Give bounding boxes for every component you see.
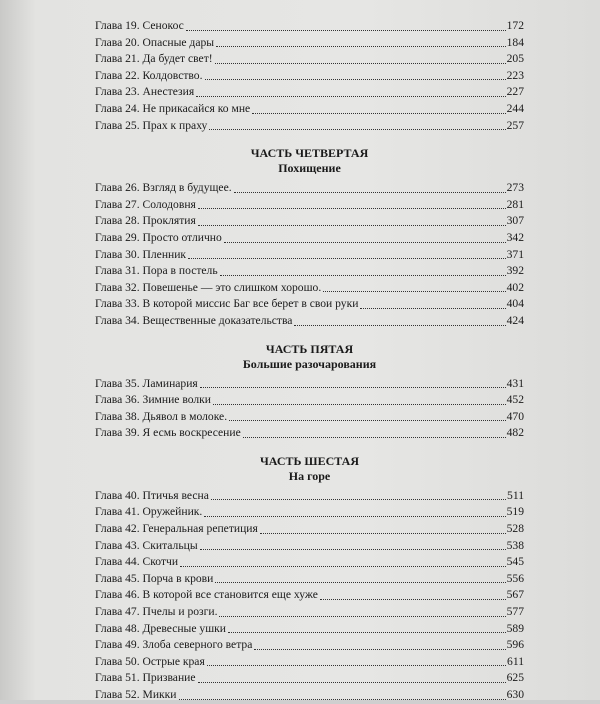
toc-entry	[95, 521, 524, 538]
toc-entry	[95, 68, 524, 85]
toc-entry	[95, 197, 524, 214]
chapter-title: Глава 36. Зимние волки	[95, 393, 211, 407]
page-number: 589	[506, 621, 524, 635]
toc-entry	[95, 313, 524, 330]
chapter-title: Глава 38. Дьявол в молоке.	[95, 409, 228, 423]
page-number: 307	[506, 214, 524, 228]
toc-entry	[95, 504, 524, 521]
dot-leader	[207, 661, 506, 666]
toc-entry	[95, 18, 524, 35]
chapter-title: Глава 32. Повешенье — это слишком хорошо.	[95, 280, 322, 294]
dot-leader	[252, 109, 505, 114]
toc-entry	[95, 84, 524, 101]
part-subheading: На горе	[288, 468, 331, 483]
dot-leader	[215, 578, 505, 583]
toc-entry	[95, 604, 524, 621]
page-number: 257	[506, 118, 524, 132]
dot-leader	[204, 512, 505, 517]
dot-leader	[243, 433, 506, 438]
dot-leader	[294, 321, 505, 326]
dot-leader	[224, 238, 506, 243]
toc-entry	[95, 392, 524, 409]
chapter-title: Глава 39. Я есмь воскресение	[95, 426, 241, 440]
dot-leader	[215, 59, 506, 64]
page-number: 342	[506, 230, 524, 244]
dot-leader	[200, 383, 506, 388]
chapter-title: Глава 27. Солодовня	[95, 197, 196, 211]
toc-entry	[95, 51, 524, 68]
chapter-title: Глава 48. Древесные ушки	[95, 621, 226, 635]
dot-leader	[205, 75, 506, 80]
chapter-title: Глава 31. Пора в постель	[95, 264, 218, 278]
chapter-title: Глава 40. Птичья весна	[95, 488, 209, 502]
toc-entry	[95, 554, 524, 571]
dot-leader	[219, 612, 505, 617]
part-heading: ЧАСТЬ ЧЕТВЕРТАЯ	[250, 146, 369, 161]
chapter-title: Глава 26. Взгляд в будущее.	[95, 181, 232, 195]
chapter-title: Глава 49. Злоба северного ветра	[95, 638, 253, 652]
chapter-title: Глава 28. Проклятия	[95, 214, 196, 228]
chapter-title: Глава 35. Ламинария	[95, 376, 198, 390]
chapter-title: Глава 19. Сенокос	[95, 19, 184, 32]
page-number: 625	[506, 671, 524, 685]
part-heading: ЧАСТЬ ШЕСТАЯ	[259, 453, 360, 468]
dot-leader	[186, 26, 506, 31]
toc-entry	[95, 180, 524, 197]
chapter-title: Глава 47. Пчелы и розги.	[95, 605, 218, 619]
dot-leader	[188, 254, 506, 259]
page-number: 184	[506, 35, 524, 49]
chapter-title: Глава 23. Анестезия	[95, 85, 195, 99]
toc-entry	[95, 670, 524, 687]
dot-leader	[216, 42, 506, 47]
toc-entry	[95, 687, 524, 704]
toc-entry	[95, 263, 524, 280]
page-number: 630	[506, 688, 524, 701]
dot-leader	[323, 287, 505, 292]
toc-entry	[95, 280, 524, 297]
page-number: 281	[506, 197, 524, 211]
toc-entry	[95, 425, 524, 442]
page-number: 452	[506, 393, 524, 407]
chapter-title: Глава 21. Да будет свет!	[95, 52, 213, 66]
toc-entry	[95, 587, 524, 604]
dot-leader	[229, 416, 506, 421]
dot-leader	[211, 495, 506, 500]
page-number: 223	[506, 68, 524, 82]
page-number: 511	[507, 488, 524, 502]
chapter-title: Глава 45. Порча в крови	[95, 571, 214, 585]
toc-entry	[95, 621, 524, 638]
dot-leader	[209, 125, 505, 130]
page-number: 392	[506, 264, 524, 278]
part-subheading: Похищение	[278, 161, 341, 176]
dot-leader	[213, 400, 506, 405]
page-number: 556	[506, 571, 524, 585]
page-number: 538	[506, 538, 524, 552]
part-heading: ЧАСТЬ ПЯТАЯ	[265, 341, 354, 356]
chapter-title: Глава 25. Прах к праху	[95, 118, 208, 132]
dot-leader	[260, 529, 506, 534]
page-number: 431	[506, 376, 524, 390]
chapter-title: Глава 51. Призвание	[95, 671, 196, 685]
page-number: 402	[506, 280, 524, 294]
dot-leader	[198, 204, 506, 209]
chapter-title: Глава 42. Генеральная репетиция	[95, 522, 258, 536]
dot-leader	[254, 645, 505, 650]
page-number: 371	[506, 247, 524, 261]
chapter-title: Глава 44. Скотчи	[95, 555, 179, 569]
dot-leader	[198, 221, 506, 226]
dot-leader	[234, 188, 506, 193]
toc-entry	[95, 654, 524, 671]
table-of-contents	[95, 18, 524, 704]
chapter-title: Глава 50. Острые края	[95, 654, 205, 668]
toc-entry	[95, 376, 524, 393]
toc-entry	[95, 637, 524, 654]
dot-leader	[196, 92, 505, 97]
page-number: 596	[506, 638, 524, 652]
part-subheading: Большие разочарования	[242, 356, 377, 371]
dot-leader	[360, 304, 505, 309]
page-number: 244	[506, 101, 524, 115]
chapter-title: Глава 34. Вещественные доказательства	[95, 313, 293, 327]
toc-entry	[95, 35, 524, 52]
toc-entry	[95, 538, 524, 555]
page-number: 424	[506, 313, 524, 327]
toc-entry	[95, 213, 524, 230]
chapter-title: Глава 41. Оружейник.	[95, 505, 203, 519]
chapter-title: Глава 43. Скитальцы	[95, 538, 198, 552]
dot-leader	[200, 545, 506, 550]
toc-entry	[95, 571, 524, 588]
page-number: 227	[506, 85, 524, 99]
chapter-title: Глава 33. В которой миссис Баг все берет в свои руки	[95, 297, 359, 311]
toc-entry	[95, 230, 524, 247]
page-number: 611	[507, 654, 524, 668]
page-number: 470	[506, 409, 524, 423]
page-number: 205	[506, 52, 524, 66]
toc-entry	[95, 118, 524, 135]
page-number: 577	[506, 605, 524, 619]
dot-leader	[198, 678, 506, 683]
chapter-title: Глава 22. Колдовство.	[95, 68, 203, 82]
chapter-title: Глава 52. Микки	[95, 688, 177, 701]
page-number: 545	[506, 555, 524, 569]
dot-leader	[220, 271, 506, 276]
chapter-title: Глава 24. Не прикасайся ко мне	[95, 101, 251, 115]
dot-leader	[179, 695, 506, 700]
page-number: 519	[506, 505, 524, 519]
dot-leader	[180, 562, 506, 567]
chapter-title: Глава 30. Пленник	[95, 247, 187, 261]
page-number: 172	[506, 19, 524, 32]
page-number: 404	[506, 297, 524, 311]
toc-entry	[95, 247, 524, 264]
toc-entry	[95, 488, 524, 505]
dot-leader	[320, 595, 506, 600]
page-number: 567	[506, 588, 524, 602]
dot-leader	[228, 628, 506, 633]
toc-entry	[95, 296, 524, 313]
page-number: 273	[506, 181, 524, 195]
chapter-title: Глава 46. В которой все становится еще хуже	[95, 588, 318, 602]
chapter-title: Глава 20. Опасные дары	[95, 35, 215, 49]
chapter-title: Глава 29. Просто отлично	[95, 230, 222, 244]
toc-entry	[95, 409, 524, 426]
page-number: 528	[506, 522, 524, 536]
page-number: 482	[506, 426, 524, 440]
toc-entry	[95, 101, 524, 118]
